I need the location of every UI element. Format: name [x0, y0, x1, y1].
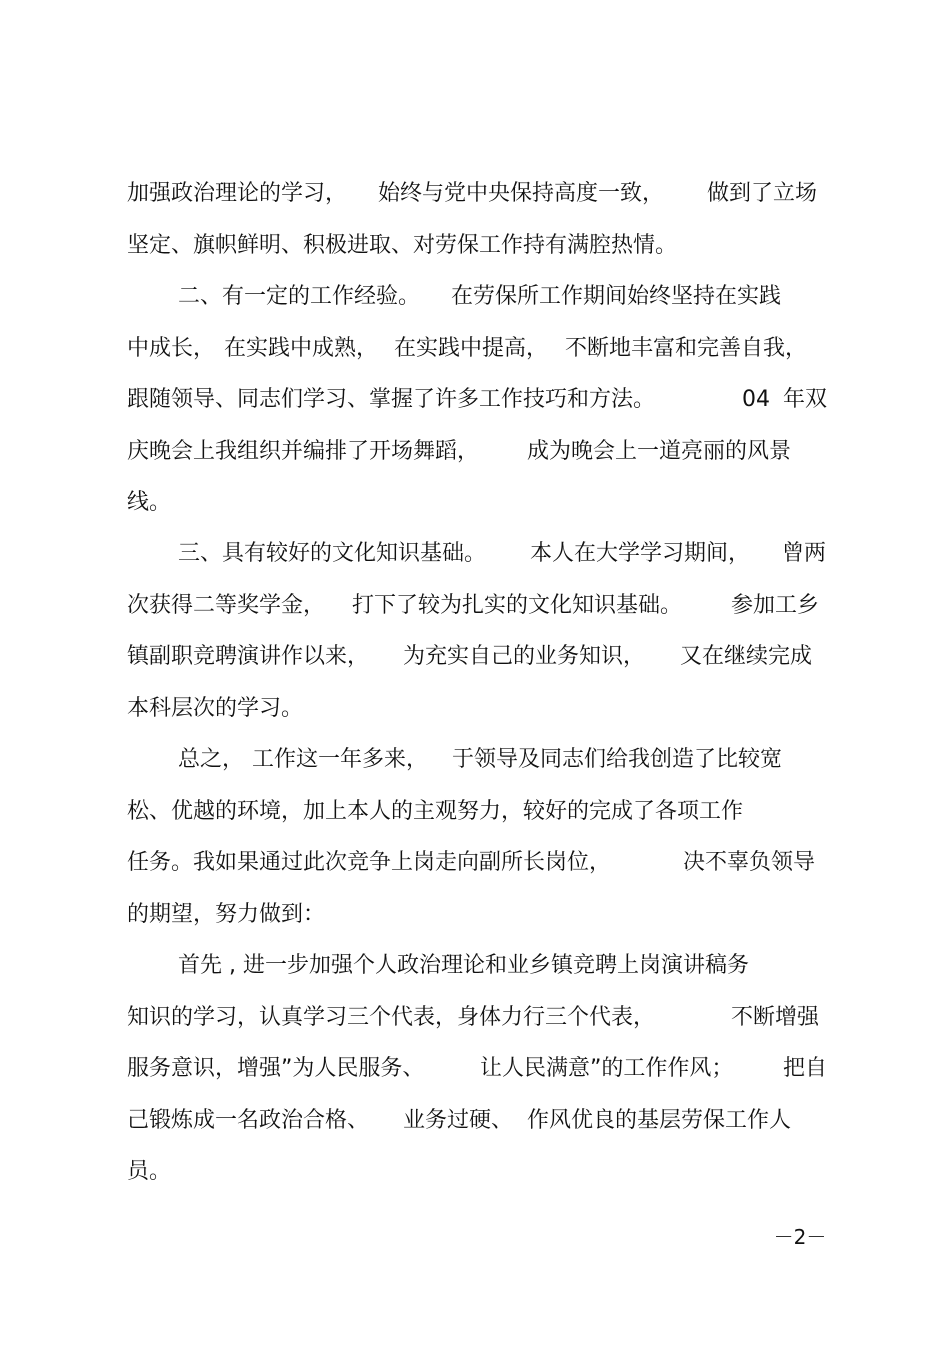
- text-segment: 把自: [783, 1056, 828, 1081]
- paragraph-2-line-2: [0, 329, 950, 369]
- text-segment: 作风优良的基层劳保工作人: [527, 1108, 792, 1133]
- paragraph-3-line-2: [0, 586, 950, 626]
- paragraph-5-line-1: [0, 946, 950, 986]
- text-segment: 做到了立场: [707, 181, 818, 206]
- paragraph-4-line-3: [0, 843, 950, 883]
- text-segment: 的期望，努力做到：: [127, 902, 326, 927]
- paragraph-2-line-1: [0, 277, 950, 317]
- paragraph-3-line-3: [0, 637, 950, 677]
- page-number: －2－: [773, 1225, 827, 1249]
- text-segment: 三、具有较好的文化知识基础。: [178, 541, 487, 566]
- text-segment: 04: [742, 387, 770, 412]
- text-segment: 又在继续完成: [680, 644, 813, 669]
- text-segment: 服务意识，增强”为人民服务、: [127, 1056, 425, 1081]
- text-segment: 松、优越的环境，加上本人的主观努力，较好的完成了各项工作: [127, 799, 744, 824]
- text-segment: 跟随领导、同志们学习、掌握了许多工作技巧和方法。: [127, 387, 656, 412]
- paragraph-1-line-2: [0, 226, 950, 266]
- text-segment: 让人民满意”的工作作风；: [480, 1056, 734, 1081]
- text-segment: 在劳保所工作期间始终坚持在实践: [451, 284, 782, 309]
- text-segment: 决不辜负领导: [683, 850, 816, 875]
- paragraph-5-line-5: [0, 1152, 950, 1192]
- text-segment: 为充实自己的业务知识，: [403, 644, 646, 669]
- paragraph-2-line-4: [0, 432, 950, 472]
- text-segment: 首先 , 进一步加强个人政治理论和业乡镇竞聘上岗演讲稿务: [178, 953, 749, 978]
- text-segment: 中成长，: [127, 336, 216, 361]
- text-segment: 庆晚会上我组织并编排了开场舞蹈，: [127, 439, 480, 464]
- paragraph-5-line-4: [0, 1101, 950, 1141]
- text-segment: 坚定、旗帜鲜明、积极进取、对劳保工作持有满腔热情。: [127, 233, 678, 258]
- text-segment: 己锻炼成一名政治合格、: [127, 1108, 370, 1133]
- paragraph-3-line-4: [0, 689, 950, 729]
- text-segment: 知识的学习，认真学习三个代表，身体力行三个代表，: [127, 1005, 656, 1030]
- text-segment: 业务过硬、: [403, 1108, 514, 1133]
- text-segment: 曾两: [782, 541, 827, 566]
- text-segment: 参加工乡: [731, 593, 820, 618]
- text-segment: 不断增强: [731, 1005, 820, 1030]
- text-segment: 于领导及同志们给我创造了比较宽: [452, 747, 783, 772]
- text-segment: 工作这一年多来，: [252, 747, 429, 772]
- text-segment: 年双: [783, 387, 828, 412]
- paragraph-4-line-1: [0, 740, 950, 780]
- text-segment: 本科层次的学习。: [127, 696, 304, 721]
- text-segment: 总之，: [178, 747, 245, 772]
- text-segment: 本人在大学学习期间，: [530, 541, 751, 566]
- text-segment: 二、有一定的工作经验。: [178, 284, 421, 309]
- paragraph-4-line-2: [0, 792, 950, 832]
- paragraph-1-line-1: [0, 174, 950, 214]
- text-segment: 员。: [127, 1159, 172, 1184]
- paragraph-5-line-2: [0, 998, 950, 1038]
- paragraph-3-line-1: [0, 534, 950, 574]
- text-segment: 加强政治理论的学习，: [127, 181, 348, 206]
- paragraph-4-line-4: [0, 895, 950, 935]
- text-segment: 线。: [127, 490, 172, 515]
- text-segment: 次获得二等奖学金，: [127, 593, 326, 618]
- text-segment: 始终与党中央保持高度一致，: [378, 181, 665, 206]
- paragraph-5-line-3: [0, 1049, 950, 1089]
- text-segment: 不断地丰富和完善自我，: [565, 336, 808, 361]
- text-segment: 在实践中提高，: [394, 336, 549, 361]
- paragraph-2-line-3: [0, 380, 950, 420]
- text-segment: 打下了较为扎实的文化知识基础。: [352, 593, 683, 618]
- text-segment: 成为晚会上一道亮丽的风景: [527, 439, 792, 464]
- text-segment: 镇副职竞聘演讲作以来，: [127, 644, 370, 669]
- paragraph-2-line-5: [0, 483, 950, 523]
- text-segment: 在实践中成熟，: [224, 336, 379, 361]
- text-segment: 任务。我如果通过此次竞争上岗走向副所长岗位，: [127, 850, 612, 875]
